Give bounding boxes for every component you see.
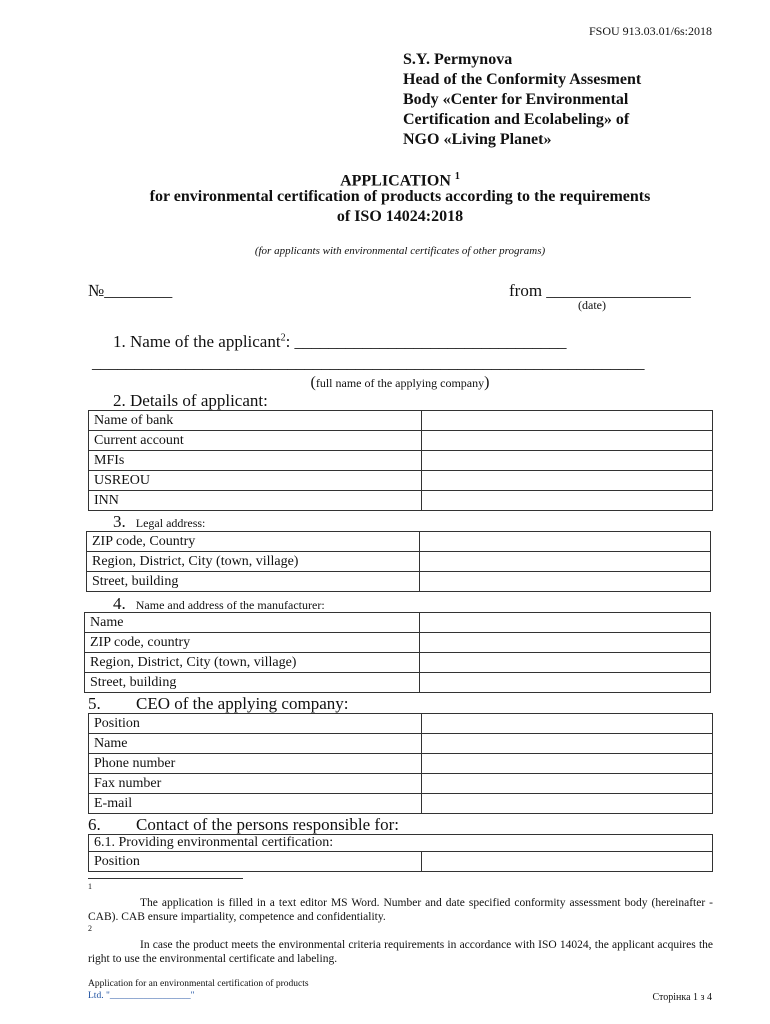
table-row	[89, 431, 713, 451]
table-row	[87, 552, 711, 572]
footnote-2	[88, 938, 713, 966]
section-6-label: 6.	[88, 815, 101, 834]
footnote-divider	[88, 878, 243, 879]
page-footer-left	[88, 978, 309, 1002]
table-row	[89, 835, 713, 852]
section-6-text: Contact of the persons responsible for:	[136, 815, 399, 834]
footnote-1-number: 1	[88, 882, 92, 891]
row-label: Region, District, City (town, village)	[87, 552, 420, 572]
section-3-label: 3.	[113, 512, 126, 531]
date-label: (date)	[578, 298, 606, 312]
addressee-block	[403, 50, 723, 150]
title-line-2: for environmental certification of products according to the requirements	[149, 188, 651, 205]
row-label: Name	[85, 613, 420, 633]
table-row	[85, 673, 711, 693]
table-row	[89, 754, 713, 774]
addressee-line: Head of the Conformity Assesment	[403, 71, 642, 88]
addressee-line: NGO «Living Planet»	[403, 131, 552, 148]
title-line-3: of ISO 14024:2018	[336, 208, 464, 225]
table-row	[89, 411, 713, 431]
footnote-2-text: In case the product meets the environmental criteria requirements in accordance with ISO 14024, the applicant acquires the right to use the environmental certificate and labeling.	[88, 939, 713, 965]
row-label: Region, District, City (town, village)	[85, 653, 420, 673]
row-label: Name of bank	[89, 411, 422, 431]
table-row	[89, 852, 713, 872]
hint-close-paren: )	[484, 374, 490, 391]
table-row	[87, 532, 711, 552]
addressee-line: S.Y. Permynova	[403, 51, 513, 68]
row-label: Phone number	[89, 754, 422, 774]
section-4-label: 4.	[113, 594, 126, 613]
addressee-line: Body «Center for Environmental	[403, 91, 629, 108]
table-row	[89, 491, 713, 511]
section-4-heading	[113, 594, 325, 614]
application-number-field[interactable]: №________	[88, 281, 173, 300]
hint-open-paren: (	[310, 374, 316, 391]
value-cell[interactable]	[422, 754, 713, 774]
footnote-2-number: 2	[88, 924, 92, 933]
row-label: ZIP code, Country	[87, 532, 420, 552]
ceo-table	[88, 713, 713, 814]
value-cell[interactable]	[422, 491, 713, 511]
row-label: ZIP code, country	[85, 633, 420, 653]
applicant-details-table	[88, 410, 713, 511]
application-date-field[interactable]: from _________________	[509, 281, 691, 300]
value-cell[interactable]	[422, 774, 713, 794]
value-cell[interactable]	[422, 411, 713, 431]
value-cell[interactable]	[420, 633, 711, 653]
applicant-name-field[interactable]: : ________________________________	[285, 332, 567, 351]
table-row	[89, 714, 713, 734]
table-row	[85, 613, 711, 633]
manufacturer-table	[84, 612, 711, 693]
table-row	[89, 451, 713, 471]
table-row	[85, 653, 711, 673]
row-label: USREOU	[89, 471, 422, 491]
row-label: Position	[89, 852, 422, 872]
section-5-heading	[88, 694, 349, 714]
page-number: Сторінка 1 з 4	[652, 992, 712, 1003]
subheading-cell: 6.1. Providing environmental certification:	[89, 835, 713, 852]
table-row	[89, 471, 713, 491]
value-cell[interactable]	[420, 532, 711, 552]
table-row	[87, 572, 711, 592]
row-label: E-mail	[89, 794, 422, 814]
section-5-label: 5.	[88, 694, 101, 713]
value-cell[interactable]	[422, 451, 713, 471]
row-label: Fax number	[89, 774, 422, 794]
footer-company-field[interactable]: Ltd. "_________________"	[88, 991, 195, 1001]
applicant-note: (for applicants with environmental certificates of other programs)	[254, 245, 546, 257]
row-label: Name	[89, 734, 422, 754]
value-cell[interactable]	[422, 714, 713, 734]
value-cell[interactable]	[420, 653, 711, 673]
table-row	[89, 794, 713, 814]
addressee-line: Certification and Ecolabeling» of	[403, 111, 630, 128]
section-1-heading	[113, 332, 567, 352]
applicant-name-field-line-2[interactable]: _________________________________________________________________	[92, 353, 645, 372]
value-cell[interactable]	[420, 613, 711, 633]
section-1-footnote-ref: 2	[280, 332, 286, 344]
value-cell[interactable]	[422, 734, 713, 754]
row-label: Street, building	[85, 673, 420, 693]
section-4-text: Name and address of the manufacturer:	[135, 598, 325, 612]
row-label: Position	[89, 714, 422, 734]
footnote-1	[88, 896, 713, 924]
row-label: MFIs	[89, 451, 422, 471]
row-label: Current account	[89, 431, 422, 451]
value-cell[interactable]	[422, 794, 713, 814]
value-cell[interactable]	[422, 852, 713, 872]
legal-address-table	[86, 531, 711, 592]
document-code: FSOU 913.03.01/6s:2018	[588, 24, 712, 38]
section-2-heading: 2. Details of applicant:	[113, 391, 268, 410]
table-row	[89, 774, 713, 794]
title-footnote-ref: 1	[454, 171, 460, 182]
value-cell[interactable]	[420, 572, 711, 592]
value-cell[interactable]	[420, 552, 711, 572]
section-1-label: 1. Name of the applicant	[113, 332, 281, 351]
section-6-heading	[88, 815, 399, 835]
hint-text: full name of the applying company	[315, 376, 485, 390]
value-cell[interactable]	[422, 431, 713, 451]
footnote-1-text: The application is filled in a text editor MS Word. Number and date specified conformity assessment body (hereinafter - CAB). CAB ensure impartiality, competence and confidentiality.	[88, 897, 713, 923]
table-row	[85, 633, 711, 653]
row-label: Street, building	[87, 572, 420, 592]
applicant-name-hint	[90, 374, 710, 392]
section-3-heading	[113, 512, 205, 532]
row-label: INN	[89, 491, 422, 511]
footer-doc-title: Application for an environmental certification of products	[88, 979, 309, 989]
table-row	[89, 734, 713, 754]
contacts-table	[88, 834, 713, 872]
value-cell[interactable]	[422, 471, 713, 491]
title-main: APPLICATION	[340, 172, 451, 190]
section-3-text: Legal address:	[135, 516, 206, 530]
value-cell[interactable]	[420, 673, 711, 693]
section-5-text: CEO of the applying company:	[136, 694, 349, 713]
